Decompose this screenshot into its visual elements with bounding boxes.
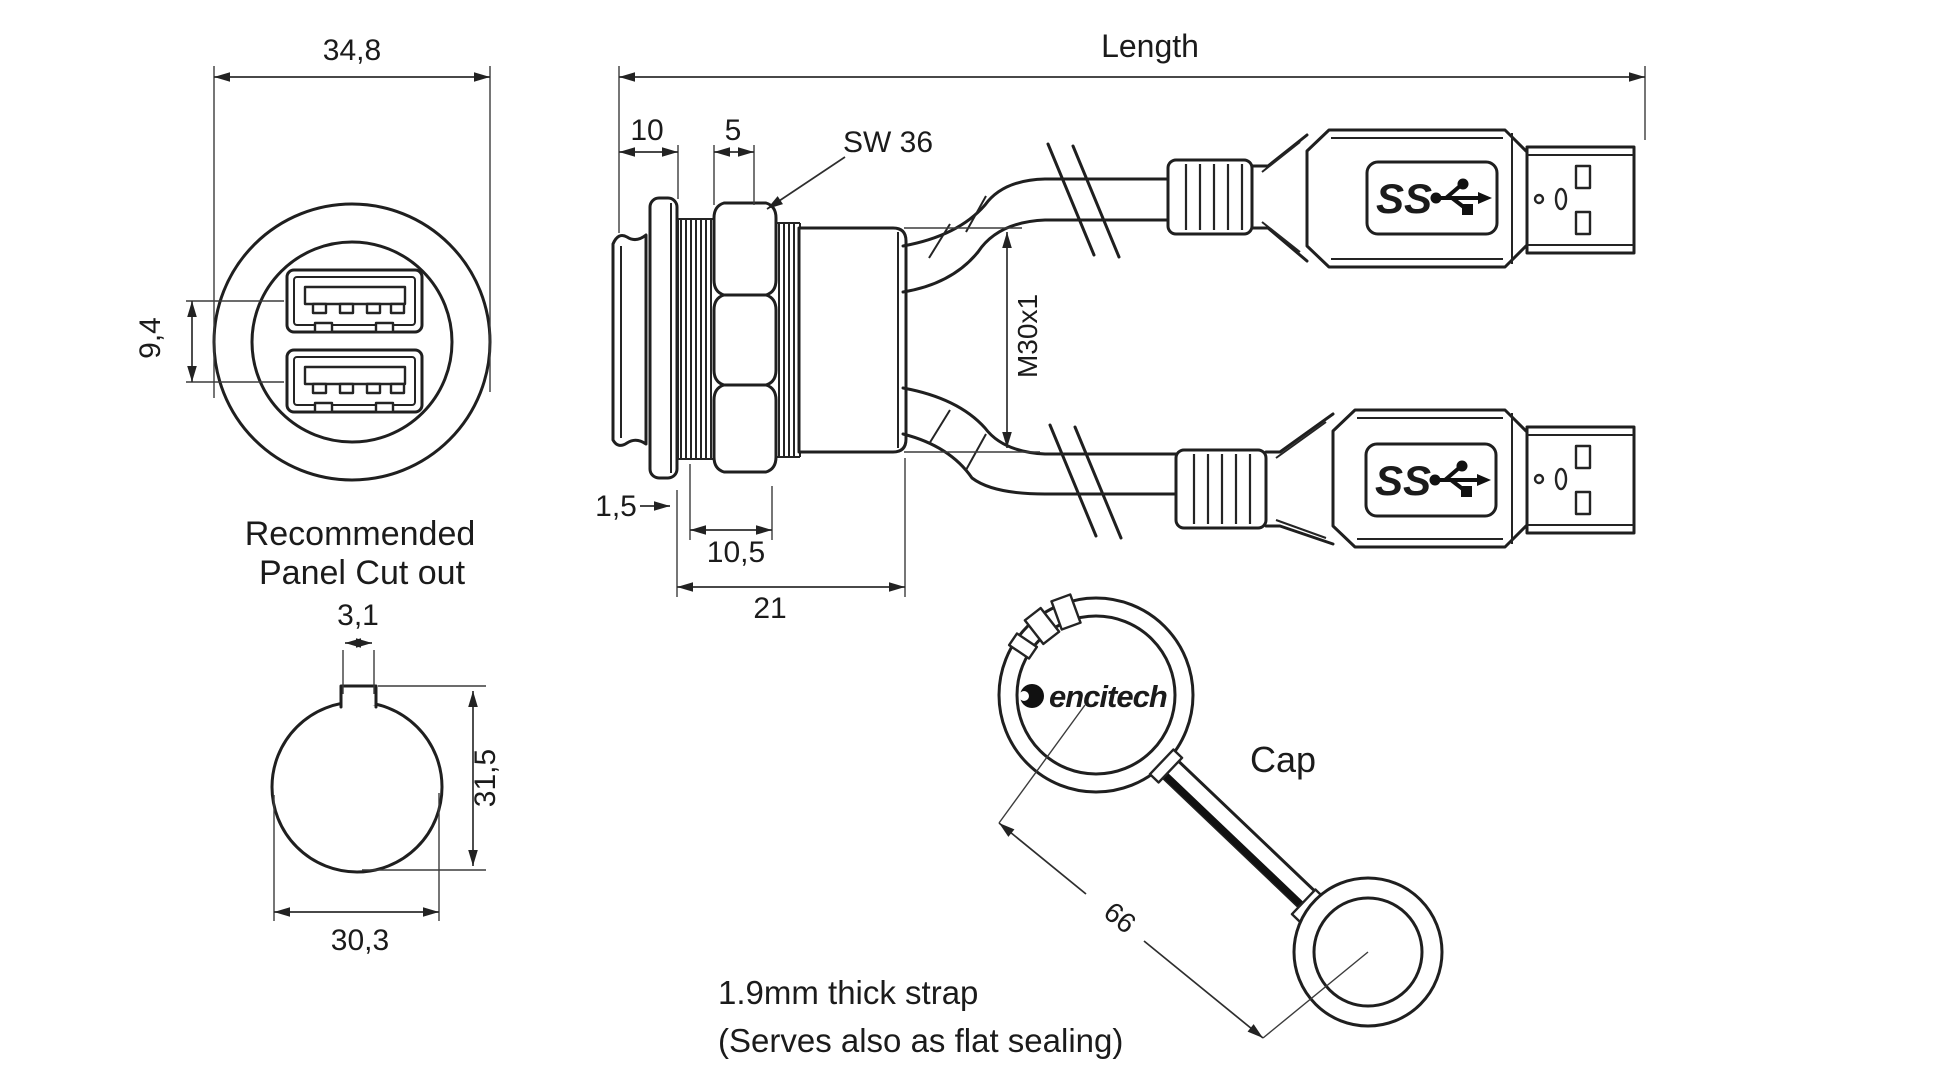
brand-text: encitech: [1049, 679, 1167, 714]
dim-text-panel-max: 1,5: [595, 490, 637, 523]
port-contact: [391, 304, 404, 313]
shell-window: [1576, 166, 1590, 188]
notes: [718, 974, 1123, 1059]
shell-oval-hole: [1556, 189, 1566, 209]
dim-text-thread-spec: M30x1: [1012, 293, 1043, 379]
hex-nut-face: [714, 295, 776, 385]
cable-segment-mark: [966, 196, 986, 232]
cable-break-mark: [1048, 144, 1094, 255]
cap-label-text: Cap: [1250, 739, 1317, 780]
front-bezel: [613, 235, 646, 445]
plug-cone-inner: [1276, 422, 1326, 458]
cable-break-mark: [1075, 427, 1121, 538]
plug-cone-inner: [1276, 520, 1326, 538]
dim-text-cutout-width: 30,3: [330, 924, 390, 957]
cable-break-mark: [1050, 425, 1096, 536]
wrench-size-text: SW 36: [843, 126, 934, 159]
side-view-connector: [613, 198, 906, 478]
dim-text-thread-length: 10,5: [706, 536, 766, 569]
port-contact: [313, 384, 326, 393]
usb-plug-top: [1168, 130, 1634, 267]
port-foot: [376, 323, 393, 332]
cable-edge: [903, 388, 1180, 454]
encitech-dot-notch: [1019, 691, 1029, 701]
plug-cone-edge: [1266, 414, 1333, 452]
dim-text-nut-thickness: 5: [724, 114, 742, 147]
plug-cone-inner: [1262, 142, 1300, 172]
caption-line1: Recommended: [244, 515, 476, 553]
shell-oval-hole: [1556, 469, 1566, 489]
shell-window: [1576, 446, 1590, 468]
shell-window: [1576, 212, 1590, 234]
note-line1: 1.9mm thick strap: [718, 974, 979, 1011]
usb-port-top: [287, 270, 422, 332]
plug-cone-edge: [1252, 135, 1307, 166]
port-tongue: [305, 367, 405, 384]
cable-segment-mark: [929, 224, 950, 258]
thread-section-front: [678, 219, 714, 459]
hex-nut: [714, 203, 776, 472]
panel-cutout-view: [272, 682, 442, 872]
plug-cone-edge: [1252, 228, 1307, 261]
panel-cutout-caption: [245, 515, 476, 592]
cap-assembly: [999, 594, 1442, 1038]
cap-strap-stripe: [1162, 772, 1310, 913]
dim-text-port-spacing: 9,4: [134, 317, 167, 359]
port-foot: [315, 323, 332, 332]
cable-edge: [903, 220, 1172, 292]
dim-text-length: Length: [1101, 28, 1199, 64]
plug-logo: [1367, 162, 1497, 234]
cable-break-mark: [1073, 146, 1119, 257]
cable-segment-mark: [929, 410, 950, 444]
usb-port-bottom: [287, 350, 422, 412]
port-contact: [313, 304, 326, 313]
note-line2: (Serves also as flat sealing): [718, 1022, 1124, 1059]
cable-edge: [903, 434, 1180, 494]
rear-barrel: [799, 228, 906, 452]
port-contact: [367, 384, 380, 393]
caption-line2: Panel Cut out: [258, 554, 466, 592]
shell-dimple: [1535, 195, 1543, 203]
dim-text-diameter: 34,8: [322, 34, 382, 67]
port-tongue: [305, 287, 405, 304]
dim-text-body-depth: 21: [753, 592, 787, 625]
strain-relief: [1168, 160, 1252, 234]
dim-text-strap-length: 66: [1098, 895, 1142, 940]
plug-logo: [1366, 444, 1496, 516]
plug-cone-inner: [1262, 222, 1300, 252]
thread-section-rear: [776, 223, 800, 457]
dim-text-cutout-height: 31,5: [469, 748, 502, 808]
cable-upper: [903, 144, 1172, 292]
port-contact: [340, 304, 353, 313]
hex-nut-face: [714, 203, 776, 295]
bezel-collar: [650, 198, 677, 478]
shell-dimple: [1535, 475, 1543, 483]
dim-text-front-depth: 10: [630, 114, 664, 147]
strap-dim-segment: [1144, 941, 1263, 1038]
usb-plug-bottom: [1176, 410, 1634, 547]
hex-nut-face: [714, 385, 776, 472]
shell-window: [1576, 492, 1590, 514]
cutout-circle: [272, 702, 442, 872]
port-foot: [376, 403, 393, 412]
port-contact: [391, 384, 404, 393]
front-view: [214, 204, 490, 480]
cable-lower: [903, 388, 1180, 538]
port-foot: [315, 403, 332, 412]
strap-dim-segment: [999, 823, 1086, 894]
port-contact: [367, 304, 380, 313]
wrench-leader-line: [767, 157, 845, 209]
port-contact: [340, 384, 353, 393]
dim-text-notch: 3,1: [337, 599, 379, 632]
